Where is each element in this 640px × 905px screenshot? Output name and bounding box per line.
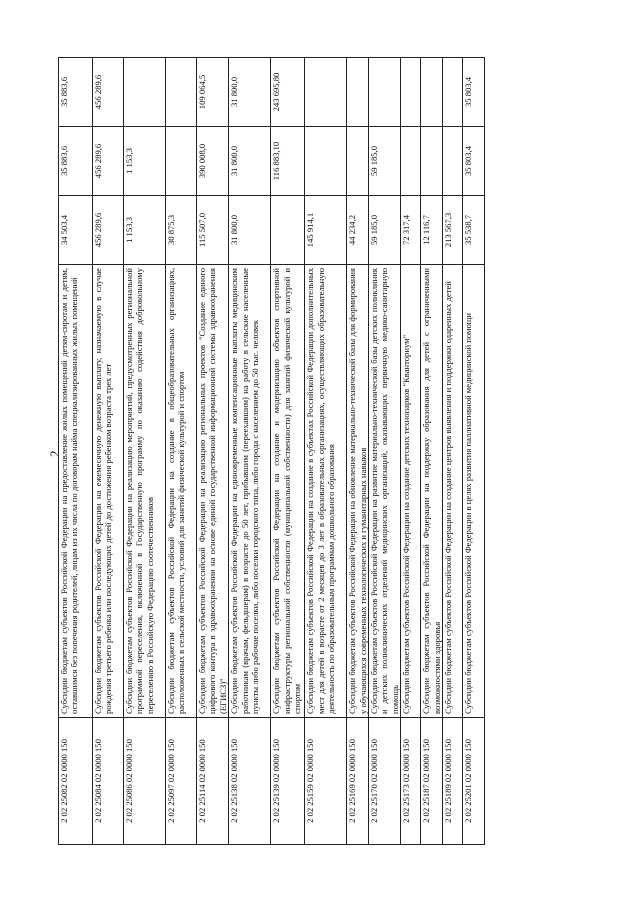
amount-year-2-cell — [443, 127, 463, 196]
budget-code-cell: 2 02 25159 02 0000 150 — [305, 718, 347, 845]
amount-year-1-cell: 213 567,3 — [443, 196, 463, 265]
budget-code-cell: 2 02 25138 02 0000 150 — [229, 718, 271, 845]
amount-year-1-cell: 31 800,0 — [229, 196, 271, 265]
budget-code-cell: 2 02 25086 02 0000 150 — [124, 718, 166, 845]
subsidy-name-cell: Субсидии бюджетам субъектов Российской Федерации на создание в субъектах Российской Федерации дополнительных мест для детей в возрасте от 2 месяцев до 3 лет в образовательных организациях, осуществляющих образовательную деятельность по образовательным программам дошкольного образования — [305, 265, 347, 718]
subsidy-name-cell: Субсидии бюджетам субъектов Российской Федерации на развитие материально-технической базы детских поликлиник и детских поликлинических отделений медицинских организаций, оказывающих первичную медико-санитарную помощь — [369, 265, 401, 718]
amount-year-2-cell — [166, 127, 197, 196]
subsidy-name-cell: Субсидии бюджетам субъектов Российской Федерации в целях развития паллиативной медицинской помощи — [463, 265, 485, 718]
budget-code-cell: 2 02 25084 02 0000 150 — [93, 718, 124, 845]
amount-year-3-cell — [369, 58, 401, 127]
subsidy-name-cell: Субсидии бюджетам субъектов Российской Федерации на реализацию мероприятий, предусмотренных региональной программой переселения, включенной в Государственную программу по оказанию содействия добровольному переселению в Российскую Федерацию соотечественников — [124, 265, 166, 718]
amount-year-1-cell: 30 875,3 — [166, 196, 197, 265]
budget-code-cell: 2 02 25169 02 0000 150 — [347, 718, 369, 845]
subsidy-name-cell: Субсидии бюджетам субъектов Российской Федерации на обновление материально-технической базы для формирования у обучающихся современных технологических и гуманитарных навыков — [347, 265, 369, 718]
subsidies-table — [58, 57, 485, 845]
table-row — [166, 58, 197, 845]
subsidy-name-cell: Субсидии бюджетам субъектов Российской Федерации на создание и модернизацию объектов спортивной инфраструктуры региональной собственности (муниципальной собственности) для занятий физической культурой и спортом — [271, 265, 305, 718]
amount-year-1-cell: 1 153,3 — [124, 196, 166, 265]
amount-year-2-cell — [347, 127, 369, 196]
amount-year-3-cell: 35 883,6 — [59, 58, 93, 127]
amount-year-2-cell: 35 803,4 — [463, 127, 485, 196]
amount-year-1-cell: 115 507,0 — [197, 196, 229, 265]
table-row — [369, 58, 401, 845]
subsidy-name-cell: Субсидии бюджетам субъектов Российской Федерации на создание детских технопарков "Кванториум" — [401, 265, 421, 718]
table-row — [463, 58, 485, 845]
subsidy-name-cell: Субсидии бюджетам субъектов Российской Федерации на ежемесячную денежную выплату, назначаемую в случае рождения третьего ребенка или последующих детей до достижения ребенком возраста трех лет — [93, 265, 124, 718]
subsidy-name-cell: Субсидии бюджетам субъектов Российской Федерации на создание центров выявления и поддержки одаренных детей — [443, 265, 463, 718]
amount-year-3-cell — [443, 58, 463, 127]
budget-code-cell: 2 02 25097 02 0000 150 — [166, 718, 197, 845]
amount-year-1-cell: 34 503,4 — [59, 196, 93, 265]
amount-year-1-cell: 59 185,0 — [369, 196, 401, 265]
amount-year-3-cell: 31 800,0 — [229, 58, 271, 127]
amount-year-2-cell: 116 883,10 — [271, 127, 305, 196]
budget-code-cell: 2 02 25114 02 0000 150 — [197, 718, 229, 845]
table-row — [93, 58, 124, 845]
table-row — [421, 58, 443, 845]
amount-year-2-cell — [305, 127, 347, 196]
budget-code-cell: 2 02 25201 02 0000 150 — [463, 718, 485, 845]
amount-year-2-cell: 31 800,0 — [229, 127, 271, 196]
subsidy-name-cell: Субсидии бюджетам субъектов Российской Федерации на реализацию региональных проектов "Создание единого цифрового контура в здравоохранении на основе единой государственной информационной системы здравоохранения (ЕГИСЗ)" — [197, 265, 229, 718]
amount-year-1-cell: 44 234,2 — [347, 196, 369, 265]
table-row — [59, 58, 93, 845]
amount-year-3-cell — [166, 58, 197, 127]
subsidy-name-cell: Субсидии бюджетам субъектов Российской Федерации на поддержку образования для детей с ограниченными возможностями здоровья — [421, 265, 443, 718]
amount-year-3-cell — [305, 58, 347, 127]
subsidy-name-cell: Субсидии бюджетам субъектов Российской Федерации на единовременные компенсационные выплаты медицинским работникам (врачам, фельдшерам) в возрасте до 50 лет, прибывшим (переехавшим) на работу в сельские населенные пункты либо рабочие поселки, либо поселки городского типа, либо города с населением до 50 тыс. человек — [229, 265, 271, 718]
amount-year-1-cell: 72 317,4 — [401, 196, 421, 265]
amount-year-3-cell: 456 289,6 — [93, 58, 124, 127]
table-row — [305, 58, 347, 845]
amount-year-1-cell: 35 538,7 — [463, 196, 485, 265]
amount-year-3-cell — [124, 58, 166, 127]
budget-code-cell: 2 02 25170 02 0000 150 — [369, 718, 401, 845]
amount-year-2-cell — [401, 127, 421, 196]
amount-year-2-cell: 35 883,6 — [59, 127, 93, 196]
amount-year-1-cell: 12 116,7 — [421, 196, 443, 265]
amount-year-3-cell: 35 803,4 — [463, 58, 485, 127]
table-row — [124, 58, 166, 845]
amount-year-2-cell: 59 185,0 — [369, 127, 401, 196]
table-row — [271, 58, 305, 845]
subsidy-name-cell: Субсидии бюджетам субъектов Российской Федерации на предоставление жилых помещений детям-сиротам и детям, оставшимся без попечения родителей, лицам из их числа по договорам найма специализированных жилых помещений — [59, 265, 93, 718]
subsidy-name-cell: Субсидии бюджетам субъектов Российской Федерации на создание в общеобразовательных организациях, расположенных в сельской местности, условий для занятий физической культурой и спортом — [166, 265, 197, 718]
amount-year-2-cell — [421, 127, 443, 196]
amount-year-3-cell — [421, 58, 443, 127]
table-row — [347, 58, 369, 845]
amount-year-1-cell: 456 289,6 — [93, 196, 124, 265]
amount-year-2-cell: 390 008,0 — [197, 127, 229, 196]
budget-code-cell: 2 02 25187 02 0000 150 — [421, 718, 443, 845]
budget-code-cell: 2 02 25139 02 0000 150 — [271, 718, 305, 845]
budget-code-cell: 2 02 25082 02 0000 150 — [59, 718, 93, 845]
amount-year-3-cell — [347, 58, 369, 127]
amount-year-3-cell: 109 064,5 — [197, 58, 229, 127]
amount-year-1-cell — [271, 196, 305, 265]
amount-year-1-cell: 145 914,1 — [305, 196, 347, 265]
table-row — [197, 58, 229, 845]
budget-code-cell: 2 02 25173 02 0000 150 — [401, 718, 421, 845]
table-row — [443, 58, 463, 845]
amount-year-2-cell: 1 153,3 — [124, 127, 166, 196]
page-number: 2 — [47, 450, 62, 457]
amount-year-3-cell — [401, 58, 421, 127]
amount-year-2-cell: 456 289,6 — [93, 127, 124, 196]
table-body — [59, 58, 485, 845]
table-row — [401, 58, 421, 845]
amount-year-3-cell: 243 695,80 — [271, 58, 305, 127]
budget-code-cell: 2 02 25189 02 0000 150 — [443, 718, 463, 845]
table-row — [229, 58, 271, 845]
